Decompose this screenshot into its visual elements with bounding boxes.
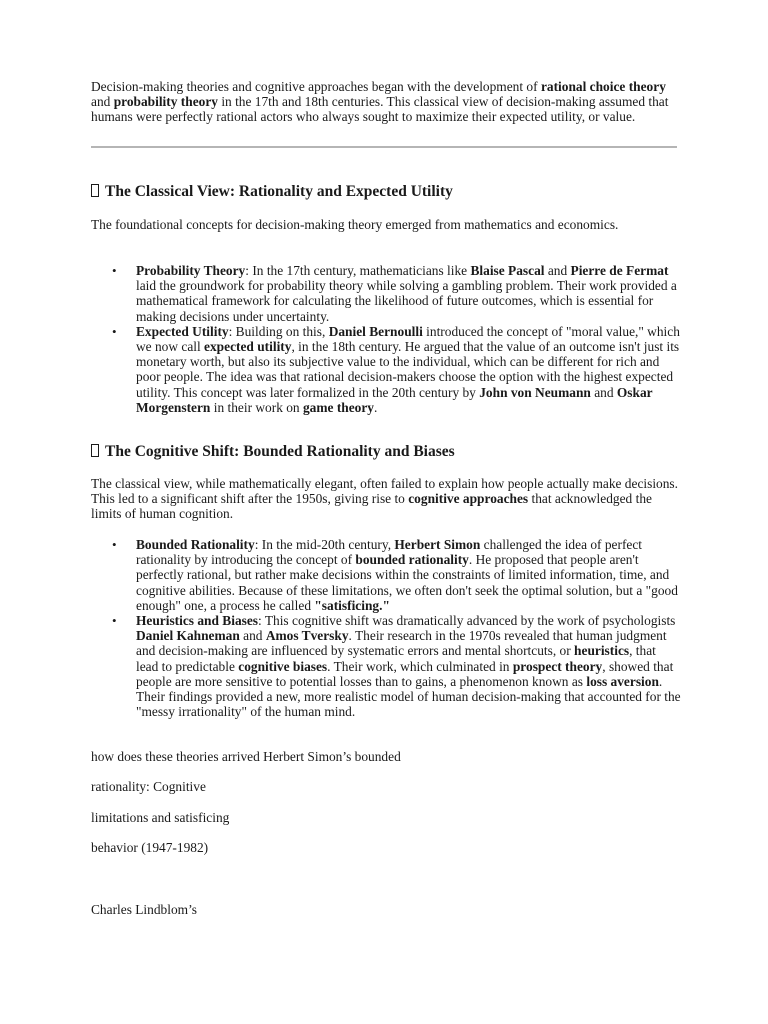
section-heading-classical: The Classical View: Rationality and Expected Utility (91, 183, 681, 201)
note-line: how does these theories arrived Herbert Simon’s bounded (91, 749, 401, 764)
missing-glyph-icon (91, 444, 99, 457)
note-line: behavior (1947-1982) (91, 840, 209, 855)
note-line: Charles Lindblom’s (91, 902, 197, 917)
list-item-probability-theory: • Probability Theory: In the 17th century, mathematicians like Blaise Pascal and Pierre de Fermat laid the groundwork for probability theory while solving a gambling problem. Their work provided a mathematical framework for calculating the likelihood of future outcomes, which is essential for making decisions under uncertainty. (136, 263, 681, 324)
section-heading-cognitive: The Cognitive Shift: Bounded Rationality and Biases (91, 443, 681, 461)
note-line: rationality: Cognitive (91, 779, 206, 794)
classical-lead-paragraph: The foundational concepts for decision-making theory emerged from mathematics and economics. (91, 217, 619, 232)
classical-bullet-list (91, 263, 681, 415)
list-item-expected-utility: • Expected Utility: Building on this, Daniel Bernoulli introduced the concept of "moral value," which we now call expected utility, in the 18th century. He argued that the value of an outcome isn't just its monetary worth, but also its subjective value to the individual, which can be different for rich and poor people. The idea was that rational decision-makers choose the option with the highest expected utility. This concept was later formalized in the 20th century by John von Neumann and Oskar Morgenstern in their work on game theory. (136, 324, 681, 415)
note-line: limitations and satisficing (91, 810, 230, 825)
horizontal-divider (91, 146, 677, 148)
cognitive-bullet-list (91, 537, 681, 719)
list-item-heuristics-biases: • Heuristics and Biases: This cognitive shift was dramatically advanced by the work of psychologists Daniel Kahneman and Amos Tversky. Their research in the 1970s revealed that human judgment and decision-making are influenced by systematic errors and mental shortcuts, or heuristics, that lead to predictable cognitive biases. Their work, which culminated in prospect theory, showed that people are more sensitive to potential losses than to gains, a phenomenon known as loss aversion. Their findings provided a new, more realistic model of human decision-making that accounted for the "messy irrationality" of the human mind. (136, 613, 681, 719)
missing-glyph-icon (91, 184, 99, 197)
intro-paragraph: Decision-making theories and cognitive approaches began with the development of rational choice theory and probability theory in the 17th and 18th centuries. This classical view of decision-making assumed that humans were perfectly rational actors who always sought to maximize their expected utility, or value. (91, 79, 669, 125)
list-item-bounded-rationality: • Bounded Rationality: In the mid-20th century, Herbert Simon challenged the idea of perfect rationality by introducing the concept of bounded rationality. He proposed that people aren't perfectly rational, but rather make decisions within the constraints of limited information, time, and cognitive abilities. Because of these limitations, we often don't seek the optimal solution, but a "good enough" one, a process he called "satisficing." (136, 537, 681, 613)
cognitive-lead-paragraph: The classical view, while mathematically elegant, often failed to explain how people actually make decisions. This led to a significant shift after the 1950s, giving rise to cognitive approaches that acknowledged the limits of human cognition. (91, 476, 678, 522)
